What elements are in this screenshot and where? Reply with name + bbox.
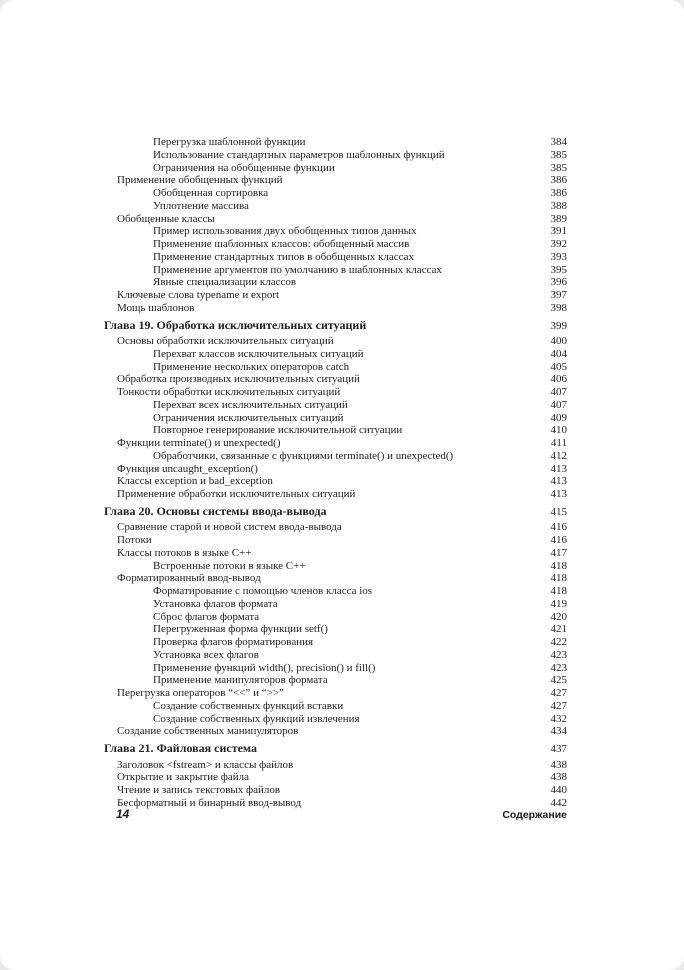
toc-entry-page: 416: [550, 534, 567, 546]
toc-entry-page: 411: [550, 437, 567, 449]
toc-entry-label: Перегруженная форма функции setf(): [153, 623, 328, 636]
toc-entry-label: Классы потоков в языке C++: [117, 546, 252, 559]
toc-entry-label: Чтение и запись текстовых файлов: [117, 784, 281, 796]
toc-row: [104, 623, 567, 636]
toc-entry-page: 397: [550, 289, 567, 301]
toc-entry-label: Перегрузка операторов “<<” и “>>”: [117, 687, 284, 699]
toc-entry-label: Ключевые слова typename и export: [117, 289, 280, 301]
toc-entry-page: 391: [550, 225, 567, 238]
toc-entry-page: 388: [550, 199, 567, 212]
toc-entry-page: 425: [550, 674, 567, 687]
toc-entry-page: 410: [550, 424, 567, 437]
toc-row: [104, 534, 567, 547]
toc-row: [104, 238, 567, 251]
toc-entry-label: Создание собственных манипуляторов: [117, 725, 299, 738]
toc-list: [104, 136, 567, 810]
toc-entry-page: 407: [550, 398, 567, 411]
toc-entry-page: 413: [550, 475, 567, 488]
toc-row: [104, 136, 567, 149]
toc-entry-label: Применение обобщенных функций: [117, 174, 283, 187]
toc-row: [104, 521, 567, 534]
toc-entry-label: Открытие и закрытие файла: [117, 771, 250, 784]
toc-row: [104, 302, 567, 315]
toc-entry-page: 422: [550, 636, 567, 648]
toc-entry-page: 442: [550, 796, 567, 809]
toc-row: [104, 488, 567, 501]
toc-entry-page: 438: [550, 771, 567, 784]
toc-row: [104, 437, 567, 450]
toc-row: [104, 636, 567, 649]
toc-entry-label: Сброс флагов формата: [153, 610, 260, 623]
toc-row: [104, 463, 567, 476]
toc-row: [104, 276, 567, 289]
toc-row: [104, 251, 567, 264]
toc-entry-label: Проверка флагов форматирования: [153, 636, 314, 648]
toc-entry-page: 416: [550, 521, 567, 534]
toc-entry-label: Установка флагов формата: [153, 597, 278, 610]
toc-entry-page: 423: [550, 648, 567, 661]
toc-row: [104, 742, 567, 757]
toc-entry-page: 398: [550, 301, 567, 314]
toc-row: [104, 319, 567, 334]
toc-entry-label: Обработка производных исключительных ситуаций: [117, 373, 360, 386]
toc-entry-label: Ограничения исключительных ситуаций: [153, 411, 344, 424]
toc-entry-page: 384: [550, 136, 567, 148]
toc-row: [104, 585, 567, 598]
toc-entry-label: Явные специализации классов: [153, 276, 297, 289]
toc-entry-label: Глава 20. Основы системы ввода-вывода: [104, 504, 327, 518]
toc-row: [104, 174, 567, 187]
toc-entry-page: 420: [550, 610, 567, 623]
toc-row: [104, 399, 567, 412]
toc-entry-page: 418: [550, 585, 567, 597]
toc-row: [104, 187, 567, 200]
toc-row: [104, 361, 567, 374]
toc-entry-page: 440: [550, 784, 567, 796]
toc-row: [104, 289, 567, 302]
folio-page-number: 14: [116, 807, 130, 821]
toc-entry-page: 392: [550, 238, 567, 250]
toc-entry-page: 386: [550, 187, 567, 199]
toc-entry-label: Глава 21. Файловая система: [104, 742, 257, 755]
toc-row: [104, 225, 567, 238]
toc-entry-label: Перехват всех исключительных ситуаций: [153, 398, 348, 411]
toc-row: [104, 348, 567, 361]
toc-row: [104, 335, 567, 348]
toc-entry-label: Перехват классов исключительных ситуаций: [153, 347, 364, 360]
toc-entry-label: Применение аргументов по умолчанию в шаблонных классах: [153, 263, 442, 276]
toc-row: [104, 674, 567, 687]
toc-entry-label: Повторное генерирование исключительной ситуации: [153, 424, 403, 437]
toc-row: [104, 662, 567, 675]
toc-row: [104, 560, 567, 573]
toc-entry-label: Применение манипуляторов формата: [153, 674, 328, 687]
toc-entry-label: Встроенные потоки в языке C++: [153, 559, 306, 572]
toc-row: [104, 687, 567, 700]
toc-entry-label: Применение шаблонных классов: обобщенный массив: [153, 238, 410, 250]
toc-entry-label: Применение функций width(), precision() и fill(): [153, 661, 376, 674]
toc-entry-page: 393: [550, 250, 567, 263]
toc-entry-page: 396: [550, 276, 567, 289]
toc-row: [104, 386, 567, 399]
toc-entry-label: Применение обработки исключительных ситуаций: [117, 488, 356, 500]
toc-entry-page: 406: [550, 373, 567, 386]
toc-entry-page: 400: [550, 335, 567, 347]
toc-row: [104, 373, 567, 386]
toc-row: [104, 547, 567, 560]
toc-entry-page: 413: [550, 462, 567, 475]
toc-entry-label: Функции terminate() и unexpected(): [117, 437, 281, 449]
toc-entry-label: Основы обработки исключительных ситуаций: [117, 335, 334, 347]
toc-row: [104, 572, 567, 585]
toc-entry-page: 395: [550, 263, 567, 276]
toc-row: [104, 649, 567, 662]
toc-entry-page: 423: [550, 661, 567, 674]
toc-row: [104, 149, 567, 162]
toc-row: [104, 505, 567, 520]
toc-entry-page: 405: [550, 360, 567, 373]
toc-row: [104, 713, 567, 726]
toc-entry-page: 409: [550, 411, 567, 424]
toc-entry-page: 407: [550, 386, 567, 398]
toc-row: [104, 759, 567, 772]
toc-entry-page: 427: [550, 699, 567, 712]
toc-row: [104, 611, 567, 624]
page-footer: [104, 807, 567, 821]
toc-row: [104, 771, 567, 784]
toc-entry-page: 389: [550, 212, 567, 225]
toc-entry-label: Перегрузка шаблонной функции: [153, 136, 306, 148]
toc-entry-page: 413: [550, 488, 567, 500]
toc-entry-label: Заголовок <fstream> и классы файлов: [117, 758, 294, 771]
toc-row: [104, 598, 567, 611]
toc-entry-label: Глава 19. Обработка исключительных ситуаций: [104, 318, 367, 332]
toc-entry-label: Создание собственных функций вставки: [153, 699, 344, 712]
toc-entry-page: 385: [550, 148, 567, 161]
toc-entry-label: Бесформатный и бинарный ввод-вывод: [117, 796, 302, 809]
toc-row: [104, 700, 567, 713]
toc-entry-label: Потоки: [117, 534, 152, 546]
toc-row: [104, 784, 567, 797]
toc-row: [104, 162, 567, 175]
toc-entry-label: Сравнение старой и новой систем ввода-вывода: [117, 521, 342, 534]
toc-entry-page: 419: [550, 597, 567, 610]
toc-entry-label: Обобщенные классы: [117, 212, 215, 225]
toc-entry-page: 417: [550, 546, 567, 559]
toc-entry-page: 432: [550, 712, 567, 725]
toc-entry-label: Применение нескольких операторов catch: [153, 360, 350, 373]
toc-entry-label: Классы exception и bad_exception: [117, 475, 273, 488]
toc-entry-page: 415: [550, 505, 567, 518]
toc-entry-label: Уплотнение массива: [153, 199, 249, 212]
toc-entry-label: Функция uncaught_exception(): [117, 462, 258, 475]
toc-entry-label: Мощь шаблонов: [117, 301, 195, 314]
toc-entry-page: 418: [550, 559, 567, 572]
toc-row: [104, 412, 567, 425]
toc-entry-label: Тонкости обработки исключительных ситуаций: [117, 386, 341, 398]
toc-row: [104, 725, 567, 738]
toc-entry-page: 434: [550, 725, 567, 738]
toc-entry-label: Обобщенная сортировка: [153, 187, 269, 199]
toc-entry-page: 421: [550, 623, 567, 636]
toc-entry-page: 438: [550, 758, 567, 771]
toc-row: [104, 475, 567, 488]
toc-entry-label: Установка всех флагов: [153, 648, 259, 661]
toc-entry-page: 399: [550, 319, 567, 332]
toc-row: [104, 200, 567, 213]
toc-entry-page: 437: [550, 743, 567, 755]
toc-row: [104, 450, 567, 463]
toc-entry-label: Пример использования двух обобщенных типов данных: [153, 225, 417, 238]
running-title: Содержание: [502, 809, 567, 821]
toc-entry-label: Использование стандартных параметров шаблонных функций: [153, 148, 445, 161]
toc-entry-page: 418: [550, 572, 567, 585]
toc-entry-page: 385: [550, 161, 567, 174]
toc-row: [104, 424, 567, 437]
toc-entry-label: Создание собственных функций извлечения: [153, 712, 360, 725]
toc-entry-label: Форматирование с помощью членов класса ios: [153, 585, 373, 597]
toc-entry-page: 404: [550, 347, 567, 360]
toc-entry-page: 412: [550, 449, 567, 462]
toc-entry-label: Обработчики, связанные с функциями terminate() и unexpected(): [153, 449, 454, 462]
toc-entry-label: Ограничения на обобщенные функции: [153, 161, 335, 174]
toc-row: [104, 213, 567, 226]
toc-entry-page: 427: [550, 687, 567, 699]
toc-row: [104, 264, 567, 277]
toc-entry-label: Применение стандартных типов в обобщенных классах: [153, 250, 415, 263]
toc-entry-label: Форматированный ввод-вывод: [117, 572, 261, 585]
toc-entry-page: 386: [550, 174, 567, 187]
